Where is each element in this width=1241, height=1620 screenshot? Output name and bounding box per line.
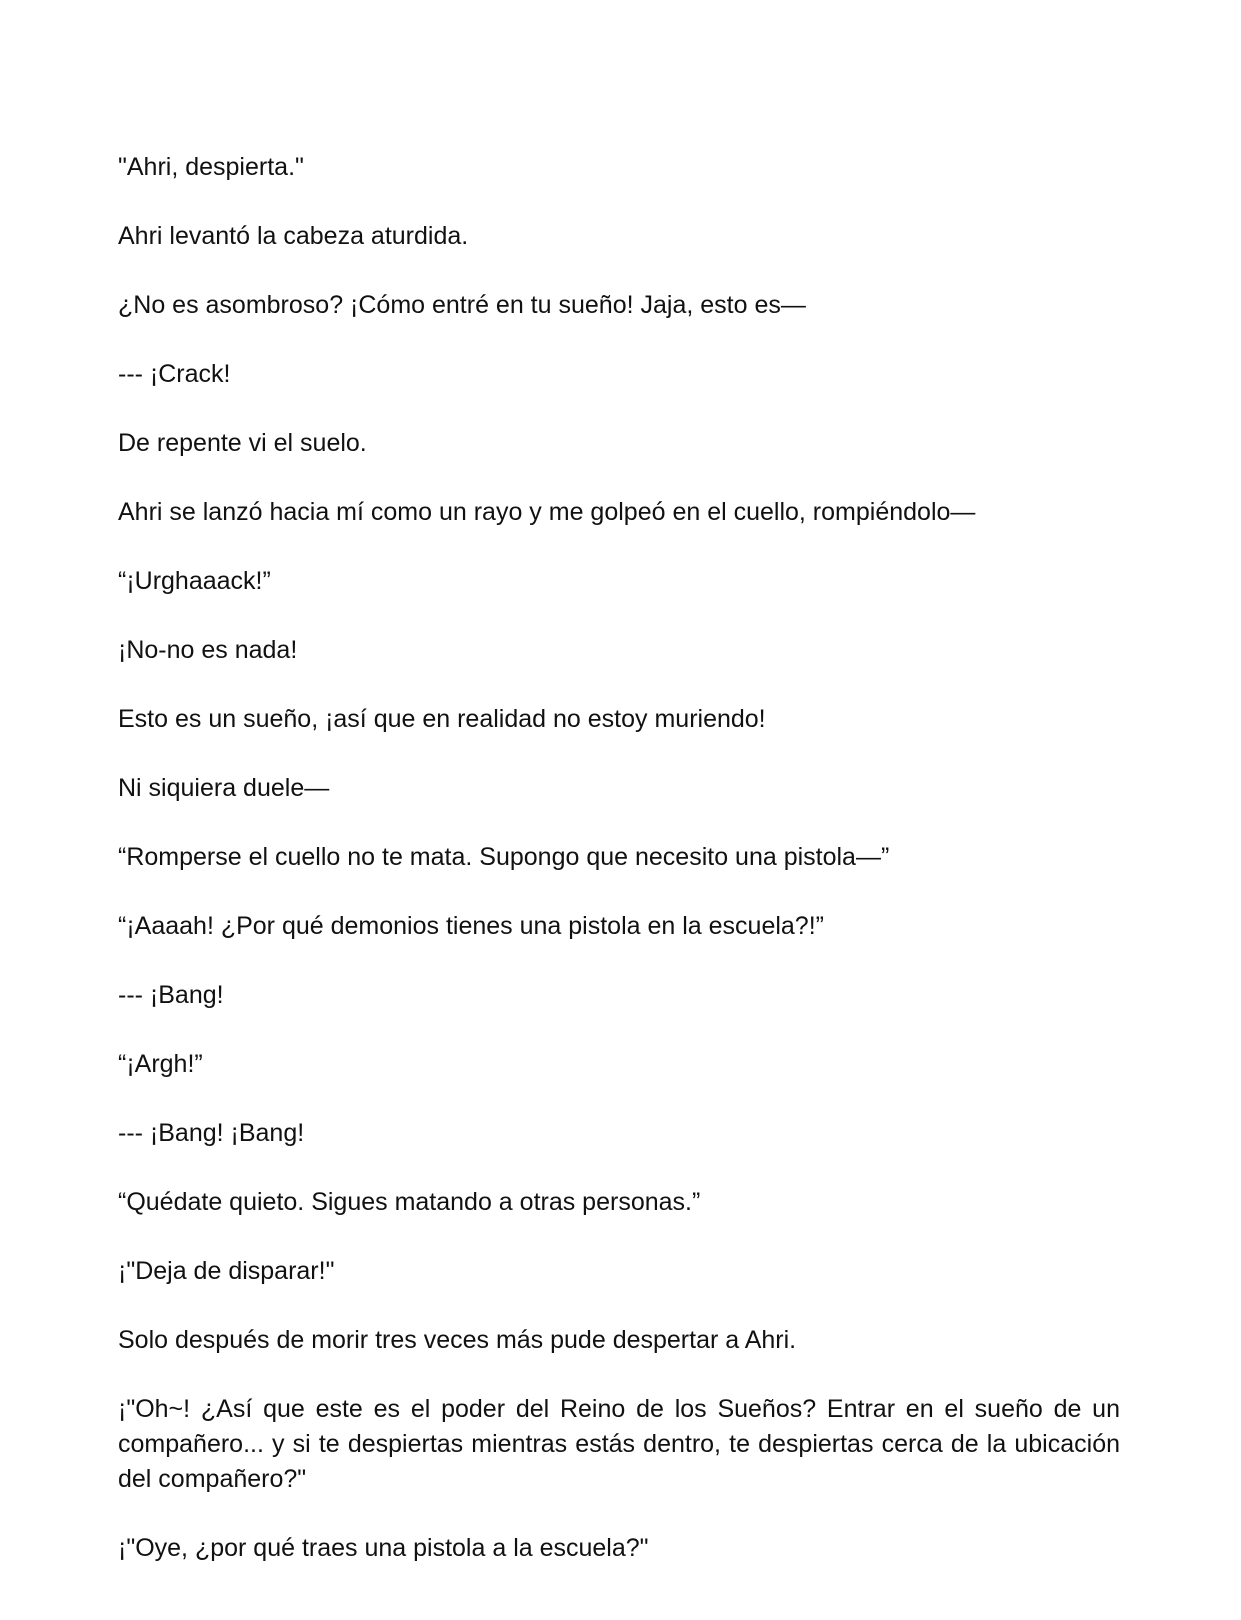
paragraph: De repente vi el suelo. <box>118 429 367 457</box>
paragraph: Esto es un sueño, ¡así que en realidad no estoy muriendo! <box>118 705 766 733</box>
paragraph: ¡"Deja de disparar!" <box>118 1257 335 1285</box>
paragraph: Ahri levantó la cabeza aturdida. <box>118 222 469 250</box>
paragraph: “Romperse el cuello no te mata. Supongo que necesito una pistola—” <box>118 843 890 871</box>
paragraph: ¡"Oye, ¿por qué traes una pistola a la escuela?" <box>118 1534 649 1562</box>
paragraph: ¡"Oh~! ¿Así que este es el poder del Reino de los Sueños? Entrar en el sueño de un compañero... y si te despiertas mientras estás dentro, te despiertas cerca de la ubicación del compañero?" <box>118 1395 1120 1493</box>
paragraph: Ni siquiera duele— <box>118 774 330 802</box>
paragraph: --- ¡Bang! ¡Bang! <box>118 1119 305 1147</box>
paragraph: ¿No es asombroso? ¡Cómo entré en tu sueño! Jaja, esto es— <box>118 291 806 319</box>
paragraph: --- ¡Bang! <box>118 981 224 1009</box>
paragraph: ¡No-no es nada! <box>118 636 298 664</box>
paragraph: “¡Urghaaack!” <box>118 567 271 595</box>
paragraph: “¡Argh!” <box>118 1050 203 1078</box>
paragraph: Solo después de morir tres veces más pude despertar a Ahri. <box>118 1326 797 1354</box>
paragraph: Ahri se lanzó hacia mí como un rayo y me golpeó en el cuello, rompiéndolo— <box>118 498 976 526</box>
paragraph: “¡Aaaah! ¿Por qué demonios tienes una pistola en la escuela?!” <box>118 912 824 940</box>
paragraph: “Quédate quieto. Sigues matando a otras personas.” <box>118 1188 701 1216</box>
document-body <box>118 150 1120 1600</box>
paragraph: --- ¡Crack! <box>118 360 231 388</box>
paragraph: "Ahri, despierta." <box>118 153 304 181</box>
